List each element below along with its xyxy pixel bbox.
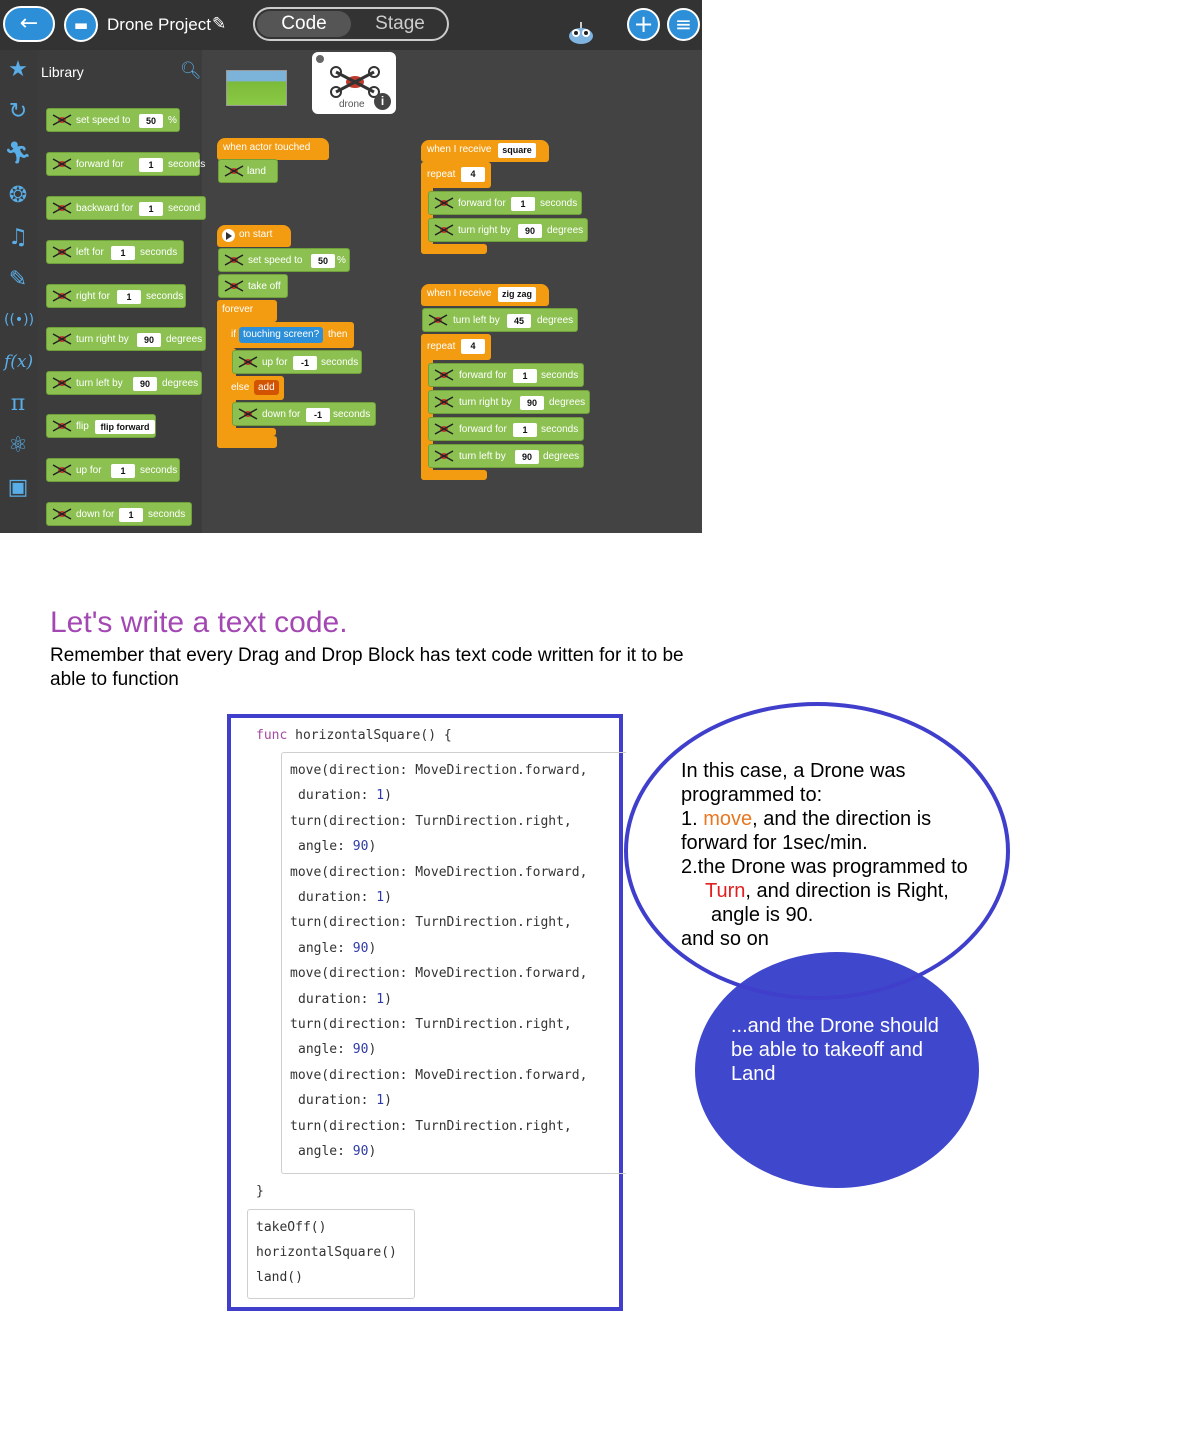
code-line xyxy=(298,941,376,956)
add-button[interactable] xyxy=(627,8,660,41)
forward-value[interactable]: 1 xyxy=(513,369,537,383)
code-text: angle: xyxy=(298,839,353,855)
block-label: set speed to xyxy=(248,255,303,266)
block-label: backward for xyxy=(76,203,134,214)
step1-prefix: 1. xyxy=(681,808,704,830)
runner-icon[interactable]: 🏃︎ xyxy=(4,141,32,166)
block-value[interactable]: 1 xyxy=(111,464,135,478)
block-land[interactable] xyxy=(218,159,278,183)
actor-name: drone xyxy=(339,99,365,110)
tab-code[interactable]: Code xyxy=(257,11,351,37)
block-value[interactable]: 1 xyxy=(139,202,163,216)
code-line xyxy=(290,915,572,930)
func-keyword: func xyxy=(256,728,288,743)
block-suffix: seconds xyxy=(333,409,371,420)
lesson-heading: Let's write a text code. xyxy=(50,606,348,639)
event-label: when I receive xyxy=(427,144,492,155)
step1-rest: , and the direction is forward for 1sec/min. xyxy=(681,808,932,854)
code-line xyxy=(290,1068,587,1083)
block-suffix: seconds xyxy=(321,357,359,368)
event-label: on start xyxy=(239,229,273,240)
drone-block-icon xyxy=(52,290,72,302)
drone-block-icon xyxy=(52,114,72,126)
drone-block-icon xyxy=(224,280,244,292)
code-tail: ) xyxy=(368,940,377,956)
star-icon[interactable]: ★ xyxy=(8,57,28,82)
block-label: land xyxy=(247,166,266,177)
code-line xyxy=(290,814,572,829)
turn-value[interactable]: 90 xyxy=(518,224,542,238)
lesson-subtext: Remember that every Drag and Drop Block has text code written for it to be able to function xyxy=(50,645,684,690)
code-text: angle: xyxy=(298,940,353,956)
block-label: down for xyxy=(76,509,115,520)
main-call-line: takeOff() xyxy=(256,1220,327,1235)
repeat-block[interactable] xyxy=(421,334,491,360)
speed-value[interactable]: 50 xyxy=(311,254,335,268)
drone-block-icon[interactable]: ▣ xyxy=(7,475,29,500)
signal-icon[interactable]: ((•)) xyxy=(4,312,35,328)
code-tail: ) xyxy=(384,991,392,1007)
block-label: left for xyxy=(76,247,104,258)
code-number: 90 xyxy=(352,839,369,855)
info-icon[interactable]: i xyxy=(374,93,391,110)
block-suffix: seconds xyxy=(540,198,578,209)
code-text: duration: xyxy=(298,991,377,1007)
library-block[interactable] xyxy=(46,327,206,351)
code-text: duration: xyxy=(298,890,377,905)
code-text: duration: xyxy=(298,1093,377,1109)
code-tail: ) xyxy=(368,1042,377,1058)
code-number: 90 xyxy=(352,940,369,956)
drone-block-icon xyxy=(224,165,244,177)
main-calls-box xyxy=(247,1209,415,1299)
library-title: Library xyxy=(41,64,84,80)
block-value[interactable]: 1 xyxy=(119,508,143,522)
drone-block-icon xyxy=(52,202,72,214)
main-call-line: horizontalSquare() xyxy=(256,1245,397,1260)
repeat-label: repeat xyxy=(427,341,456,352)
block-suffix: degrees xyxy=(549,397,586,408)
back-arrow-icon: ← xyxy=(19,11,39,36)
code-line xyxy=(290,966,587,981)
forever-label: forever xyxy=(222,304,254,315)
drone-block-icon xyxy=(52,420,72,432)
turn-left-value[interactable]: 90 xyxy=(515,450,539,464)
top-bar xyxy=(0,0,702,50)
function-body xyxy=(281,752,626,1174)
book-icon: ▬ xyxy=(73,16,89,34)
drone-image-icon xyxy=(330,64,380,98)
drone-block-icon xyxy=(52,246,72,258)
code-line xyxy=(298,839,376,854)
mascot-icon[interactable] xyxy=(566,20,596,46)
block-label: turn left by xyxy=(459,451,506,462)
block-label: forward for xyxy=(459,370,507,381)
step2-turn-word: Turn xyxy=(705,880,746,902)
bubble-intro: In this case, a Drone was programmed to: xyxy=(681,760,906,806)
trophy-icon[interactable]: ❂ xyxy=(8,183,28,208)
block-forward-for[interactable] xyxy=(428,417,584,441)
code-text: turn(direction: TurnDirection.right, xyxy=(290,1118,572,1134)
code-line xyxy=(298,992,392,1007)
atom-icon[interactable]: ⚛ xyxy=(8,433,28,458)
block-value[interactable]: 90 xyxy=(133,377,157,391)
repeat-block[interactable] xyxy=(421,162,491,188)
block-value[interactable]: 1 xyxy=(117,290,141,304)
code-tail: ) xyxy=(368,1144,377,1159)
code-text: angle: xyxy=(298,1042,353,1058)
block-suffix: seconds xyxy=(140,247,178,258)
step2-rest: , and direction is Right, xyxy=(745,880,949,902)
function-header xyxy=(256,728,452,743)
step2-line xyxy=(681,879,991,903)
pencil-icon[interactable]: ✎ xyxy=(212,14,227,34)
code-number: 1 xyxy=(376,1093,385,1109)
blue-bubble-text: ...and the Drone should be able to takeoff and Land xyxy=(731,1015,939,1085)
pi-icon[interactable]: π xyxy=(10,391,26,416)
block-suffix: degrees xyxy=(162,378,199,389)
block-value[interactable]: 90 xyxy=(137,333,161,347)
library-header xyxy=(38,50,202,90)
block-suffix: seconds xyxy=(168,159,206,170)
code-text: move(direction: MoveDirection.forward, xyxy=(290,1067,588,1083)
library-block[interactable] xyxy=(46,240,184,264)
drone-block-icon xyxy=(434,396,454,408)
project-title[interactable]: Drone Project xyxy=(107,15,211,34)
down-value[interactable]: -1 xyxy=(306,408,330,422)
code-text: move(direction: MoveDirection.forward, xyxy=(290,966,588,982)
code-text: duration: xyxy=(298,788,377,804)
repeat-block-foot xyxy=(421,244,487,254)
code-line xyxy=(298,1144,376,1159)
block-take-off[interactable] xyxy=(218,274,288,298)
function-close-brace: } xyxy=(256,1184,264,1199)
repeat-icon[interactable]: ↻ xyxy=(8,99,28,124)
ide-screenshot xyxy=(0,0,702,533)
step2-prefix: 2.the Drone was programmed to xyxy=(681,856,968,878)
code-line xyxy=(298,788,392,803)
else-label: else xyxy=(231,382,250,393)
repeat-block-foot xyxy=(421,470,487,480)
block-suffix: degrees xyxy=(166,334,203,345)
up-value[interactable]: -1 xyxy=(293,356,317,370)
forward-value[interactable]: 1 xyxy=(511,197,535,211)
block-label: right for xyxy=(76,291,110,302)
play-triangle-icon xyxy=(226,232,232,240)
project-book-button[interactable] xyxy=(64,8,98,42)
event-when-receive-square[interactable] xyxy=(421,140,549,162)
main-call-line: land() xyxy=(256,1270,303,1285)
code-line xyxy=(290,1017,572,1032)
category-icon-strip xyxy=(0,50,38,533)
block-turn-right-by[interactable] xyxy=(428,390,590,414)
block-set-speed[interactable] xyxy=(218,248,350,272)
code-line xyxy=(298,890,392,905)
code-text: move(direction: MoveDirection.forward, xyxy=(290,864,588,880)
drone-block-icon xyxy=(238,356,258,368)
block-value[interactable]: 50 xyxy=(139,114,163,128)
event-when-receive-zigzag[interactable] xyxy=(421,284,549,306)
block-turn-right-by[interactable] xyxy=(428,218,588,242)
library-block[interactable] xyxy=(46,414,156,438)
code-tail: ) xyxy=(384,788,392,804)
then-label: then xyxy=(328,329,348,340)
drone-block-icon xyxy=(52,508,72,520)
block-suffix: % xyxy=(337,255,346,266)
library-block[interactable] xyxy=(46,152,206,176)
drone-block-icon xyxy=(434,197,454,209)
drone-block-icon xyxy=(238,408,258,420)
func-signature: horizontalSquare() { xyxy=(287,728,452,743)
forever-block[interactable] xyxy=(217,300,277,322)
library-block[interactable] xyxy=(46,502,192,526)
repeat-label: repeat xyxy=(427,169,456,180)
drone-block-icon xyxy=(52,377,72,389)
message-zigzag[interactable]: zig zag xyxy=(498,287,536,302)
block-forward-for[interactable] xyxy=(428,191,582,215)
code-text: turn(direction: TurnDirection.right, xyxy=(290,813,572,829)
code-line xyxy=(298,1093,392,1108)
else-block[interactable] xyxy=(226,376,284,400)
block-suffix: seconds xyxy=(541,370,579,381)
menu-button[interactable] xyxy=(667,8,700,41)
step1-move-word: move xyxy=(703,808,753,830)
drone-actor-card[interactable] xyxy=(312,52,396,114)
if-block-foot xyxy=(226,428,276,436)
block-down-for[interactable] xyxy=(232,402,376,426)
drone-block-icon xyxy=(52,158,72,170)
plus-icon: + xyxy=(633,10,654,38)
menu-icon: ≡ xyxy=(675,12,692,36)
code-line xyxy=(298,1042,376,1057)
code-text: angle: xyxy=(298,1144,353,1159)
touching-screen-condition[interactable]: touching screen? xyxy=(239,327,323,343)
block-suffix: seconds xyxy=(140,465,178,476)
pen-icon[interactable]: ✎ xyxy=(8,267,28,292)
block-label: flip xyxy=(76,421,89,432)
forward-value[interactable]: 1 xyxy=(513,423,537,437)
block-suffix: % xyxy=(168,115,177,126)
block-suffix: seconds xyxy=(541,424,579,435)
block-suffix: degrees xyxy=(547,225,584,236)
library-block[interactable] xyxy=(46,196,206,220)
drone-block-icon xyxy=(52,333,72,345)
block-label: forward for xyxy=(76,159,124,170)
sound-icon[interactable]: ♫ xyxy=(8,225,28,250)
block-label: down for xyxy=(262,409,301,420)
drone-block-icon xyxy=(434,224,454,236)
search-icon[interactable]: 🔍︎ xyxy=(180,61,202,81)
text-code-box xyxy=(227,714,623,1311)
code-line xyxy=(290,763,587,778)
block-label: turn left by xyxy=(453,315,500,326)
code-line xyxy=(290,1119,572,1134)
turn-right-value[interactable]: 90 xyxy=(520,396,544,410)
block-suffix: second xyxy=(168,203,201,214)
block-turn-left-by[interactable] xyxy=(422,308,578,332)
message-square[interactable]: square xyxy=(498,143,536,158)
code-tail: ) xyxy=(384,890,392,905)
code-text: move(direction: MoveDirection.forward, xyxy=(290,763,588,778)
block-suffix: seconds xyxy=(148,509,186,520)
drone-block-icon xyxy=(434,450,454,462)
explanation-text xyxy=(681,759,991,951)
drone-block-icon xyxy=(224,254,244,266)
tab-stage[interactable]: Stage xyxy=(375,13,425,34)
block-label: set speed to xyxy=(76,115,131,126)
event-label: when actor touched xyxy=(223,142,311,153)
block-suffix: degrees xyxy=(543,451,580,462)
block-turn-left-by[interactable] xyxy=(428,444,584,468)
event-label: when I receive xyxy=(427,288,492,299)
code-line xyxy=(290,865,587,880)
block-label: turn right by xyxy=(458,225,511,236)
code-text: turn(direction: TurnDirection.right, xyxy=(290,915,572,931)
turn-left-value[interactable]: 45 xyxy=(507,314,531,328)
library-block[interactable] xyxy=(46,371,202,395)
block-label: turn left by xyxy=(76,378,123,389)
bubble-outro: and so on xyxy=(681,928,769,950)
block-label: turn right by xyxy=(459,397,512,408)
stage-thumbnail[interactable] xyxy=(226,70,287,106)
drone-block-icon xyxy=(428,314,448,326)
block-value[interactable]: flip forward xyxy=(95,420,155,434)
if-label: if xyxy=(231,329,236,340)
add-slot[interactable]: add xyxy=(254,380,279,395)
forever-block-foot xyxy=(217,436,277,448)
code-tail: ) xyxy=(368,839,377,855)
block-suffix: seconds xyxy=(146,291,184,302)
block-label: turn right by xyxy=(76,334,129,345)
code-number: 1 xyxy=(376,788,385,804)
code-number: 1 xyxy=(376,991,385,1007)
code-number: 90 xyxy=(352,1144,369,1159)
event-on-start[interactable] xyxy=(217,225,291,247)
block-suffix: degrees xyxy=(537,315,574,326)
block-label: up for xyxy=(76,465,102,476)
repeat-count[interactable]: 4 xyxy=(461,339,485,354)
mode-toggle xyxy=(253,7,449,41)
block-up-for[interactable] xyxy=(232,350,362,374)
library-block[interactable] xyxy=(46,284,186,308)
code-text: turn(direction: TurnDirection.right, xyxy=(290,1017,572,1032)
if-block[interactable] xyxy=(226,322,354,348)
drone-block-icon xyxy=(434,369,454,381)
status-dot-icon xyxy=(315,54,325,64)
code-number: 90 xyxy=(352,1042,369,1058)
block-label: up for xyxy=(262,357,288,368)
function-icon[interactable]: f(x) xyxy=(4,352,34,372)
code-tail: ) xyxy=(384,1093,392,1109)
drone-block-icon xyxy=(434,423,454,435)
library-block[interactable] xyxy=(46,108,180,132)
block-forward-for[interactable] xyxy=(428,363,584,387)
block-value[interactable]: 1 xyxy=(111,246,135,260)
step2-angle: angle is 90. xyxy=(711,904,814,926)
library-block[interactable] xyxy=(46,458,180,482)
code-number: 1 xyxy=(376,890,385,905)
event-when-actor-touched[interactable] xyxy=(217,138,329,160)
block-value[interactable]: 1 xyxy=(139,158,163,172)
block-label: forward for xyxy=(458,198,506,209)
repeat-count[interactable]: 4 xyxy=(461,167,485,182)
back-button[interactable] xyxy=(3,6,55,42)
block-label: take off xyxy=(248,281,281,292)
block-label: forward for xyxy=(459,424,507,435)
drone-block-icon xyxy=(52,464,72,476)
